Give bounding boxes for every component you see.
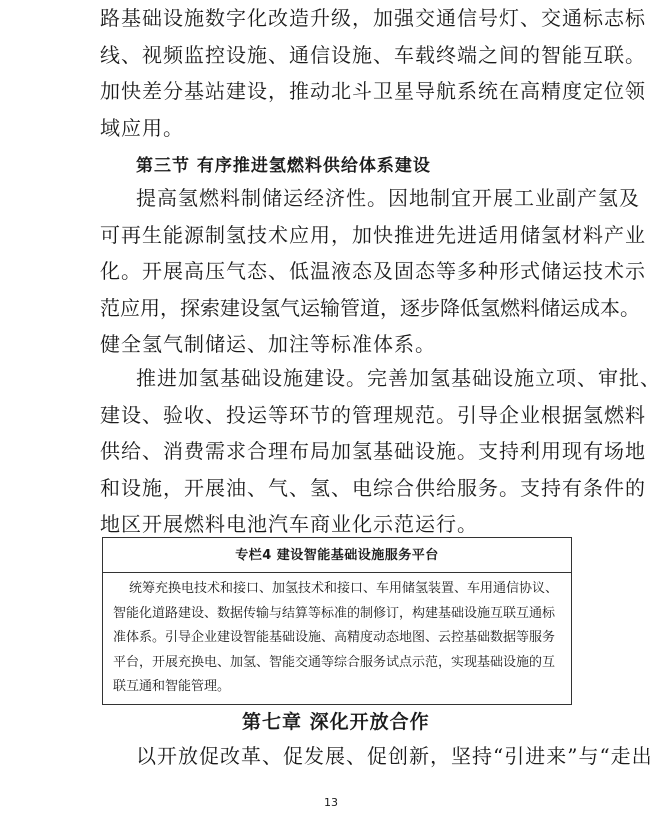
text-line: 路基础设施数字化改造升级，加强交通信号灯、交通标志标	[100, 6, 646, 30]
box-text-line: 智能化道路建设、数据传输与结算等标准的制修订，构建基础设施互联互通标	[113, 605, 556, 621]
text-line: 范应用，探索建设氢气运输管道，逐步降低氢燃料储运成本。	[100, 295, 640, 320]
box-text-line: 统筹充换电技术和接口、加氢技术和接口、车用储氢装置、车用通信协议、	[129, 581, 559, 596]
text-line: 地区开展燃料电池汽车商业化示范运行。	[100, 512, 478, 536]
paragraph-hydrogen-storage	[100, 180, 646, 363]
text-line: 化。开展高压气态、低温液态及固态等多种形式储运技术示	[100, 259, 646, 283]
box-text-line: 联互通和智能管理。	[113, 679, 231, 694]
box-text-line: 平台，开展充换电、加氢、智能交通等综合服务试点示范，实现基础设施的互	[113, 654, 556, 670]
text-line: 供给、消费需求合理布局加氢基础设施。支持利用现有场地	[100, 439, 646, 463]
text-line: 健全氢气制储运、加注等标准体系。	[100, 332, 436, 356]
text-line: 线、视频监控设施、通信设施、车载终端之间的智能互联。	[100, 42, 646, 67]
text-line: 可再生能源制氢技术应用，加快推进先进适用储氢材料产业	[100, 222, 646, 247]
text-line: 推进加氢基础设施建设。完善加氢基础设施立项、审批、	[136, 366, 661, 390]
paragraph-digital-infrastructure	[100, 0, 646, 146]
column-box-body	[103, 573, 571, 700]
box-text-line: 准体系。引导企业建设智能基础设施、高精度动态地图、云控基础数据等服务	[113, 630, 556, 645]
section-heading: 第三节 有序推进氢燃料供给体系建设	[136, 156, 431, 176]
text-line: 提高氢燃料制储运经济性。因地制宜开展工业副产氢及	[136, 186, 640, 210]
paragraph-hydrogen-stations	[100, 360, 661, 543]
page-number: 13	[324, 796, 338, 809]
text-line: 加快差分基站建设，推动北斗卫星导航系统在高精度定位领	[100, 79, 646, 103]
column-box	[102, 537, 572, 705]
chapter-heading: 第七章 深化开放合作	[242, 711, 430, 733]
column-box-title: 专栏4 建设智能基础设施服务平台	[103, 538, 571, 573]
paragraph-opening-up	[100, 738, 653, 775]
text-line: 以开放促改革、促发展、促创新，坚持“引进来”与“走出	[136, 744, 653, 768]
text-line: 和设施，开展油、气、氢、电综合供给服务。支持有条件的	[100, 475, 646, 500]
text-line: 域应用。	[100, 115, 184, 140]
text-line: 建设、验收、投运等环节的管理规范。引导企业根据氢燃料	[100, 402, 646, 427]
